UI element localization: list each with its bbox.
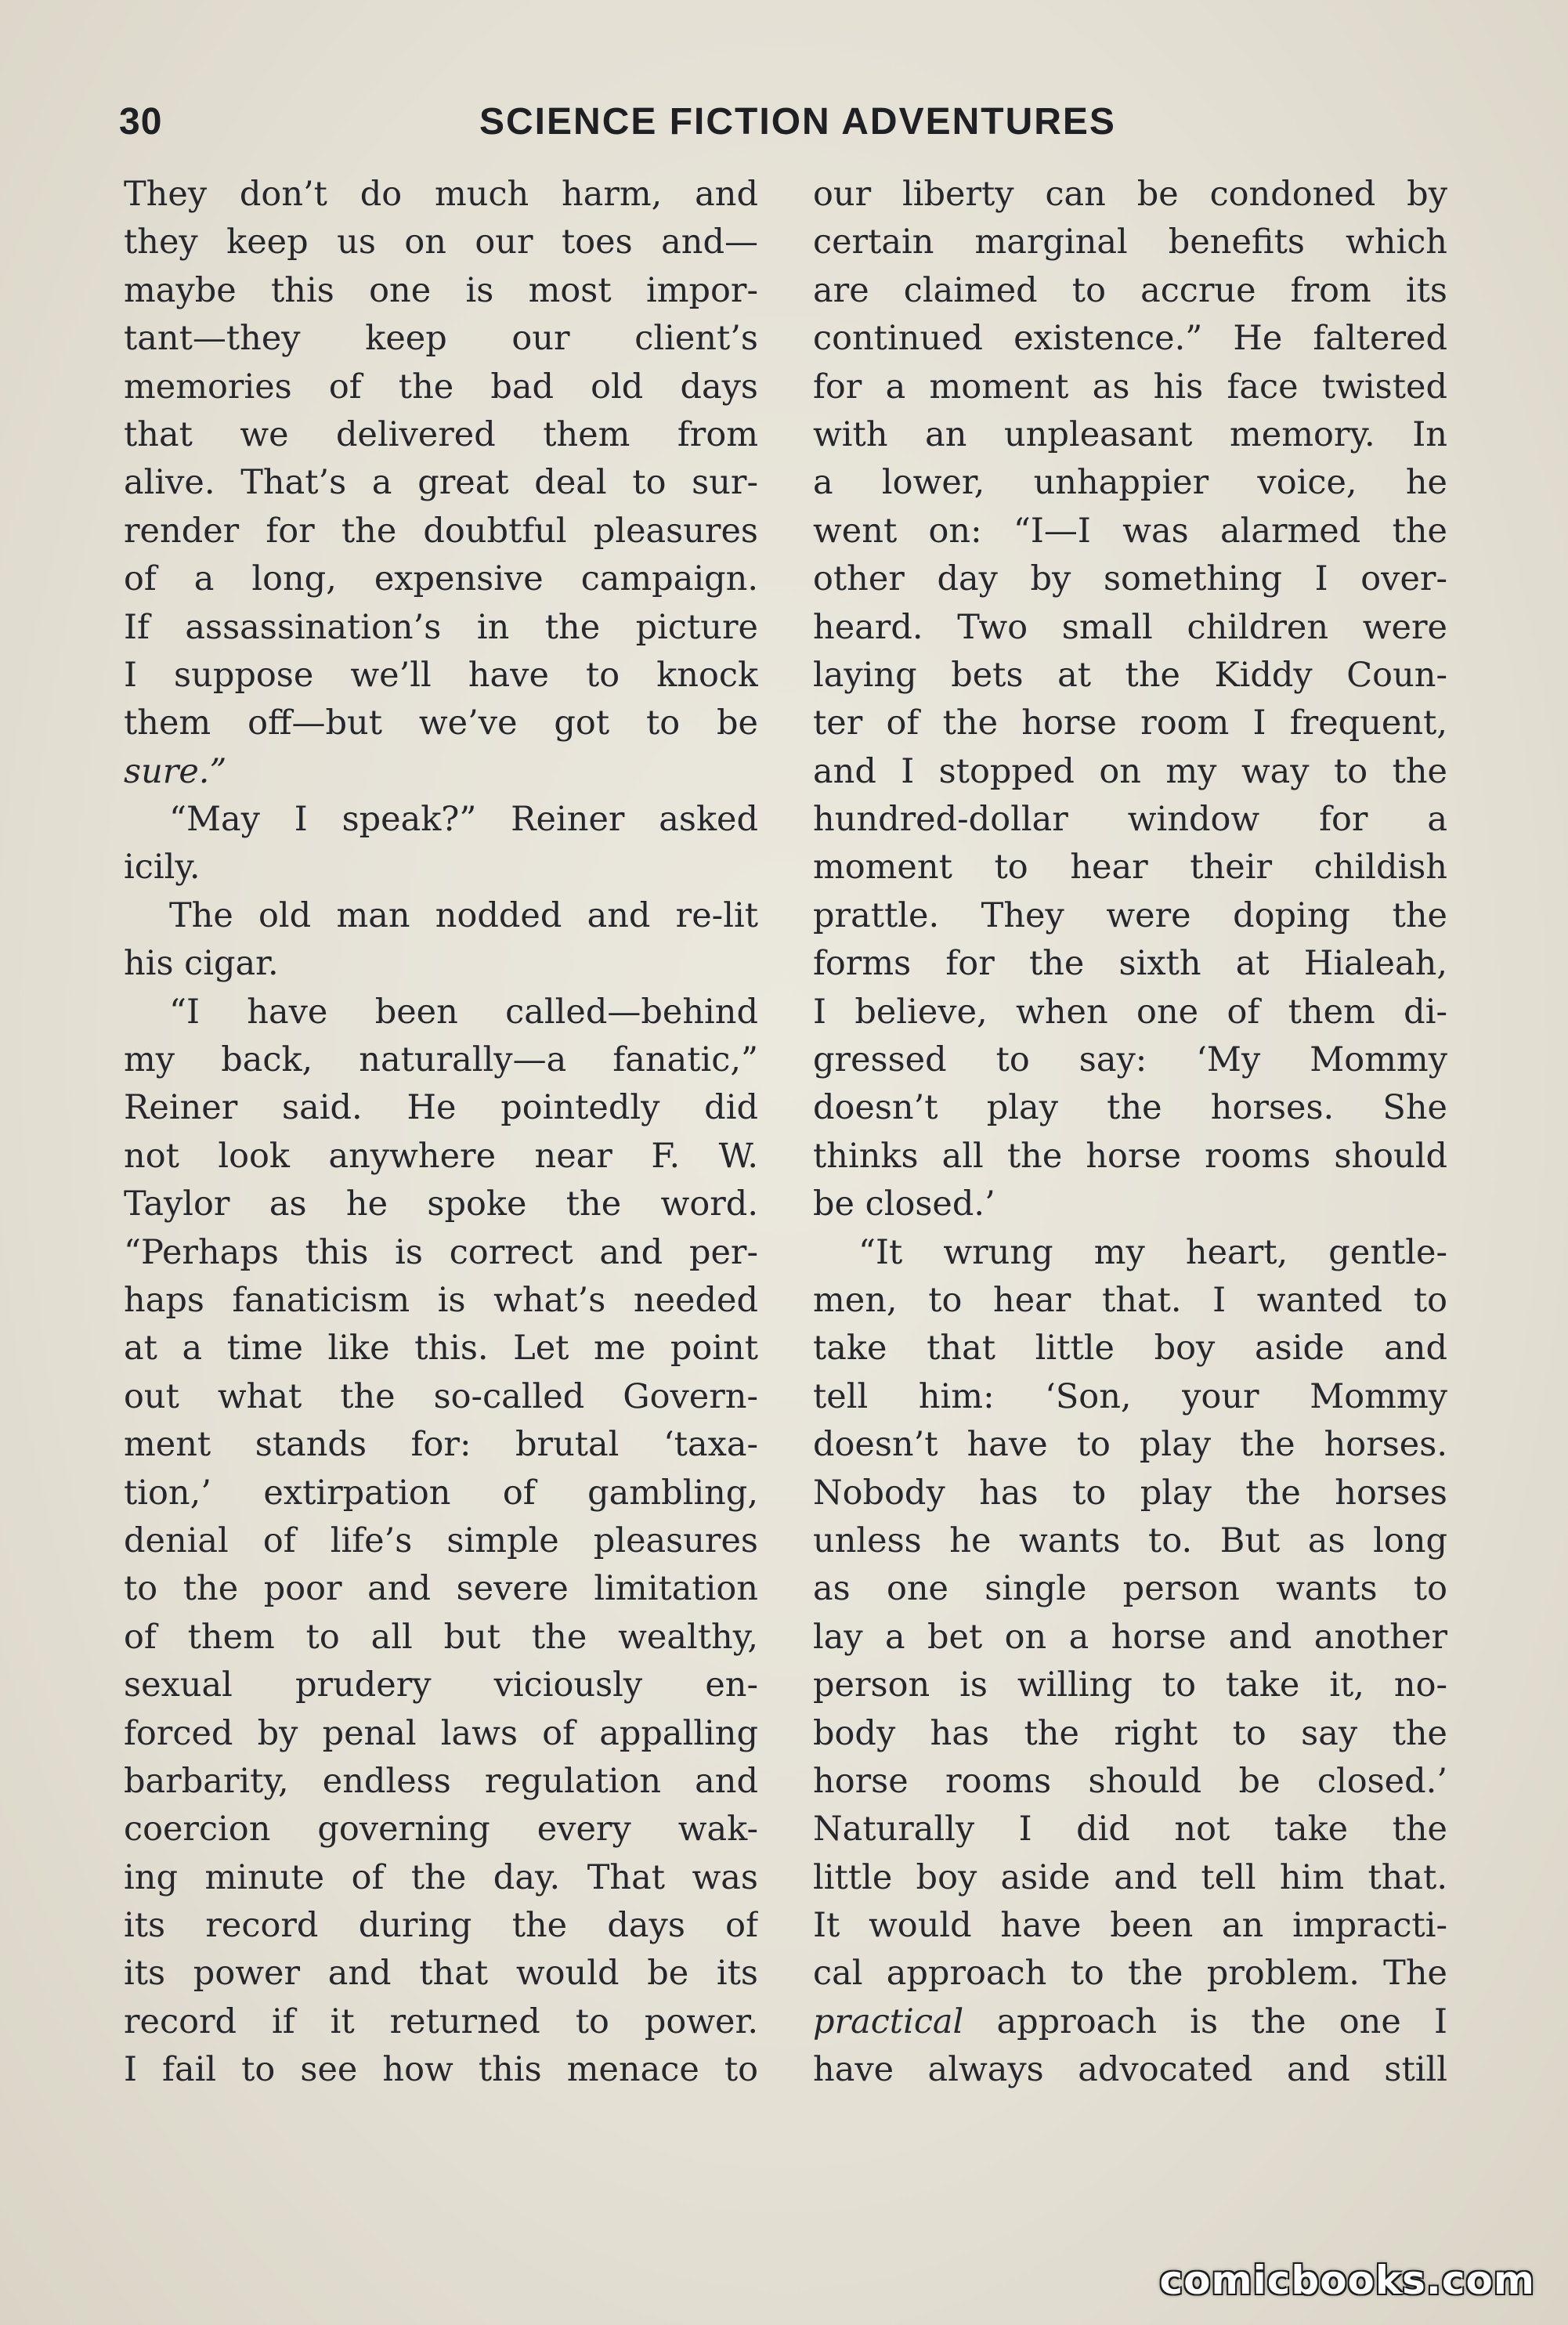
text-line: render for the doubtful pleasures xyxy=(124,511,758,551)
text-line: ment stands for: brutal ‘taxa- xyxy=(124,1425,758,1465)
text-line: laying bets at the Kiddy Coun- xyxy=(813,655,1447,695)
text-line: not look anywhere near F. W. xyxy=(124,1136,758,1176)
text-line: If assassination’s in the picture xyxy=(124,607,758,647)
text-line: forms for the sixth at Hialeah, xyxy=(813,944,1447,984)
text-line: ter of the horse room I frequent, xyxy=(813,703,1447,743)
text-line: at a time like this. Let me point xyxy=(124,1329,758,1369)
text-line: “May I speak?” Reiner asked xyxy=(169,800,758,840)
text-line: I suppose we’ll have to knock xyxy=(124,655,758,695)
text-line: his cigar. xyxy=(124,944,279,984)
text-line: coercion governing every wak- xyxy=(124,1810,758,1850)
text-line: take that little boy aside and xyxy=(813,1329,1447,1369)
text-line: and I stopped on my way to the xyxy=(813,751,1447,791)
text-line: prattle. They were doping the xyxy=(813,895,1447,935)
text-line: “It wrung my heart, gentle- xyxy=(858,1232,1447,1272)
text-line: out what the so-called Govern- xyxy=(124,1376,758,1416)
text-line: record if it returned to power. xyxy=(124,2001,758,2041)
text-line: barbarity, endless regulation and xyxy=(124,1761,758,1801)
running-title: SCIENCE FICTION ADVENTURES xyxy=(479,101,1116,143)
text-line: went on: “I—I was alarmed the xyxy=(813,511,1447,551)
text-line: moment to hear their childish xyxy=(813,848,1447,888)
text-line: its power and that would be its xyxy=(124,1954,758,1994)
text-line: Taylor as he spoke the word. xyxy=(124,1184,758,1224)
text-line-rest: approach is the one I xyxy=(963,2001,1447,2041)
text-line: hundred-dollar window for a xyxy=(813,800,1447,840)
text-line: tant—they keep our client’s xyxy=(124,319,758,359)
text-line: Naturally I did not take the xyxy=(813,1810,1447,1850)
text-line: memories of the bad old days xyxy=(124,367,758,407)
text-line: certain marginal benefits which xyxy=(813,222,1447,262)
text-line: doesn’t have to play the horses. xyxy=(813,1425,1447,1465)
text-line: alive. That’s a great deal to sur- xyxy=(124,463,758,503)
text-line: The old man nodded and re-lit xyxy=(169,895,758,935)
text-line: It would have been an impracti- xyxy=(813,1906,1447,1946)
italic-text: sure.” xyxy=(124,751,227,791)
text-line: heard. Two small children were xyxy=(813,607,1447,647)
text-line: “I have been called—behind xyxy=(169,992,758,1032)
text-line: of a long, expensive campaign. xyxy=(124,559,758,599)
text-line: with an unpleasant memory. In xyxy=(813,414,1447,454)
text-line: little boy aside and tell him that. xyxy=(813,1857,1447,1897)
text-line: of them to all but the wealthy, xyxy=(124,1617,758,1657)
text-line: body has the right to say the xyxy=(813,1713,1447,1753)
left-text-column xyxy=(124,171,758,2095)
text-line: men, to hear that. I wanted to xyxy=(813,1280,1447,1320)
text-line: haps fanaticism is what’s needed xyxy=(124,1280,758,1320)
right-text-column xyxy=(813,171,1447,2095)
text-line: icily. xyxy=(124,848,201,888)
text-line: that we delivered them from xyxy=(124,414,758,454)
text-line: “Perhaps this is correct and per- xyxy=(124,1232,758,1272)
text-line: its record during the days of xyxy=(124,1906,758,1946)
text-line: for a moment as his face twisted xyxy=(813,367,1447,407)
text-line: my back, naturally—a fanatic,” xyxy=(124,1040,758,1080)
site-watermark: comicbooks.com xyxy=(1159,2258,1535,2303)
text-line: thinks all the horse rooms should xyxy=(813,1136,1447,1176)
text-line: Nobody has to play the horses xyxy=(813,1473,1447,1513)
text-line: have always advocated and still xyxy=(813,2050,1447,2090)
text-line: a lower, unhappier voice, he xyxy=(813,463,1447,503)
page-header xyxy=(119,100,1451,163)
italic-word: practical xyxy=(813,2001,964,2041)
text-line: other day by something I over- xyxy=(813,559,1447,599)
text-line: person is willing to take it, no- xyxy=(813,1665,1447,1705)
text-line: they keep us on our toes and— xyxy=(124,222,758,262)
text-line: unless he wants to. But as long xyxy=(813,1520,1447,1560)
text-line xyxy=(124,748,758,796)
text-line: lay a bet on a horse and another xyxy=(813,1617,1447,1657)
text-line: gressed to say: ‘My Mommy xyxy=(813,1040,1447,1080)
text-line: doesn’t play the horses. She xyxy=(813,1088,1447,1128)
text-line: I fail to see how this menace to xyxy=(124,2050,758,2090)
page-number: 30 xyxy=(119,101,163,143)
text-line: ing minute of the day. That was xyxy=(124,1857,758,1897)
text-line: to the poor and severe limitation xyxy=(124,1569,758,1609)
text-line: They don’t do much harm, and xyxy=(124,175,758,214)
text-line: as one single person wants to xyxy=(813,1569,1447,1609)
text-line: forced by penal laws of appalling xyxy=(124,1713,758,1753)
text-line: cal approach to the problem. The xyxy=(813,1954,1447,1994)
text-line: be closed.’ xyxy=(813,1184,995,1224)
text-line: I believe, when one of them di- xyxy=(813,992,1447,1032)
text-line: maybe this one is most impor- xyxy=(124,270,758,310)
text-line: our liberty can be condoned by xyxy=(813,175,1447,214)
text-line xyxy=(813,1998,1447,2046)
text-line: horse rooms should be closed.’ xyxy=(813,1761,1447,1801)
text-line: denial of life’s simple pleasures xyxy=(124,1520,758,1560)
text-line: are claimed to accrue from its xyxy=(813,270,1447,310)
text-line: them off—but we’ve got to be xyxy=(124,703,758,743)
text-line: Reiner said. He pointedly did xyxy=(124,1088,758,1128)
text-line: tell him: ‘Son, your Mommy xyxy=(813,1376,1447,1416)
text-line: sexual prudery viciously en- xyxy=(124,1665,758,1705)
text-line: tion,’ extirpation of gambling, xyxy=(124,1473,758,1513)
text-line: continued existence.” He faltered xyxy=(813,319,1447,359)
